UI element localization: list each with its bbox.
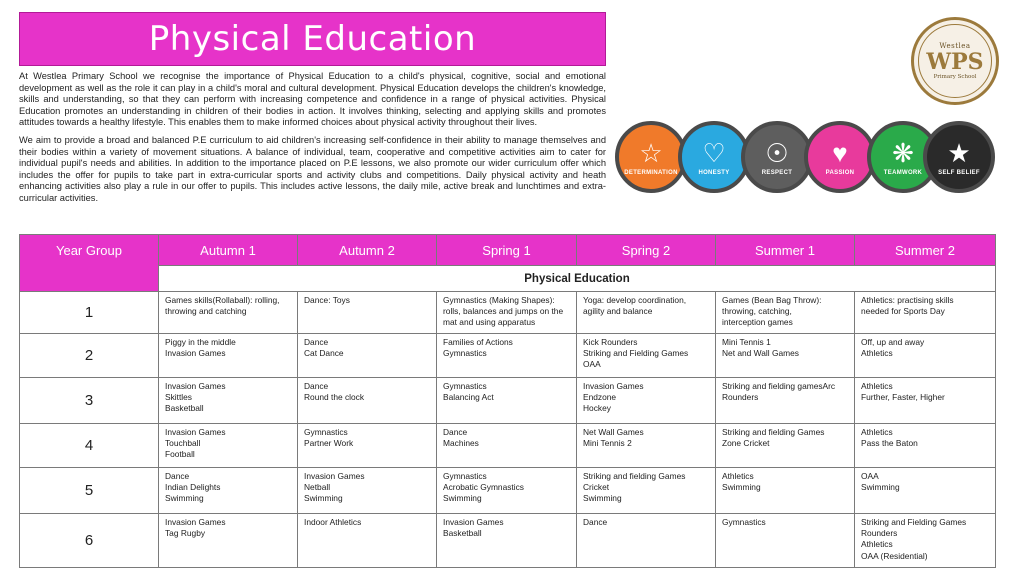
table-cell (159, 514, 298, 568)
table-header-row (20, 235, 996, 266)
activity-line: Striking and fielding gamesArc (722, 381, 836, 391)
activity-line: Zone Cricket (722, 438, 770, 449)
activity-line: Invasion Games (443, 517, 504, 527)
year-group-cell: 1 (20, 292, 159, 334)
activity-line: OAA (583, 359, 601, 370)
activity-line: Cricket (583, 482, 610, 493)
value-label: SELF BELIEF (938, 169, 980, 176)
activity-line: Striking and Fielding Games (583, 348, 689, 359)
value-badge-passion (804, 121, 876, 193)
activity-line: Invasion Games (165, 348, 226, 359)
school-values (615, 121, 995, 195)
activity-line: Netball (304, 482, 331, 493)
value-label: HONESTY (698, 169, 730, 176)
table-cell (298, 378, 437, 424)
value-label: DETERMINATION (624, 169, 678, 176)
table-cell (298, 424, 437, 468)
activity-line: Dance (304, 381, 329, 391)
year-group-cell: 4 (20, 424, 159, 468)
header-spring-1: Spring 1 (437, 235, 577, 266)
activity-line: Gymnastics (443, 471, 487, 481)
activity-line: needed for Sports Day (861, 306, 945, 317)
header-autumn-1: Autumn 1 (159, 235, 298, 266)
activity-line: Round the clock (304, 392, 365, 403)
table-cell (577, 378, 716, 424)
header-spring-2: Spring 2 (577, 235, 716, 266)
activity-line: Swimming (583, 493, 622, 504)
logo-emblem (918, 24, 992, 98)
activity-line: Indian Delights (165, 482, 221, 493)
activity-line: Gymnastics (443, 348, 487, 359)
activity-line: Gymnastics (Making Shapes): (443, 295, 555, 305)
activity-line: Athletics (861, 381, 893, 391)
activity-line: Gymnastics (722, 517, 766, 527)
year-group-cell: 6 (20, 514, 159, 568)
activity-line: OAA (Residential) (861, 550, 928, 561)
activity-line: Athletics (861, 427, 893, 437)
activity-line: Dance (304, 337, 329, 347)
school-logo (911, 17, 999, 105)
table-cell (716, 468, 855, 514)
table-subheading-row (20, 266, 996, 292)
table-cell (437, 292, 577, 334)
table-cell (298, 514, 437, 568)
value-badge-determination (615, 121, 687, 193)
hug-icon: ♡ (702, 137, 726, 168)
table-cell (437, 334, 577, 378)
table-cell (716, 514, 855, 568)
activity-line: OAA (861, 471, 879, 481)
table-cell (855, 292, 996, 334)
activity-line: Dance (583, 517, 608, 527)
cheer-person-icon: ★ (947, 137, 971, 168)
value-badge-respect (741, 121, 813, 193)
activity-line: Athletics (722, 471, 754, 481)
year-group-cell: 5 (20, 468, 159, 514)
curriculum-table (19, 234, 996, 568)
activity-line: Basketball (165, 403, 204, 414)
activity-line: Skittles (165, 392, 192, 403)
year-group-cell: 3 (20, 378, 159, 424)
logo-bottom-text: Primary School (933, 74, 977, 80)
header-summer-2: Summer 2 (855, 235, 996, 266)
activity-line: throwing and catching (165, 306, 247, 317)
table-cell (298, 292, 437, 334)
activity-line: Touchball (165, 438, 201, 449)
table-cell (298, 468, 437, 514)
table-cell (159, 378, 298, 424)
activity-line: Dance (443, 427, 468, 437)
table-cell (716, 334, 855, 378)
activity-line: mat and using apparatus (443, 317, 536, 328)
table-cell (437, 514, 577, 568)
activity-line: Indoor Athletics (304, 517, 362, 527)
activity-line: Games skills(Rollaball): rolling, (165, 295, 280, 305)
group-icon: ☉ (765, 137, 789, 168)
table-cell (855, 334, 996, 378)
value-label: PASSION (825, 169, 855, 176)
activity-line: Yoga: develop coordination, (583, 295, 687, 305)
header-year-group: Year Group (20, 235, 159, 292)
logo-main-text: WPS (926, 49, 984, 75)
value-badge-honesty (678, 121, 750, 193)
activity-line: Kick Rounders (583, 337, 638, 347)
activity-line: Net and Wall Games (722, 348, 799, 359)
activity-line: Further, Faster, Higher (861, 392, 945, 403)
activity-line: Mini Tennis 2 (583, 438, 632, 449)
value-badge-self-belief (923, 121, 995, 193)
activity-line: Football (165, 449, 195, 460)
header-summer-1: Summer 1 (716, 235, 855, 266)
activity-line: Mini Tennis 1 (722, 337, 771, 347)
table-cell (577, 468, 716, 514)
activity-line: Gymnastics (304, 427, 348, 437)
activity-line: Rounders (722, 392, 759, 403)
activity-line: Swimming (722, 482, 761, 493)
activity-line: Athletics (861, 539, 893, 550)
activity-line: Partner Work (304, 438, 354, 449)
activity-line: Acrobatic Gymnastics (443, 482, 524, 493)
table-row (20, 468, 996, 514)
table-cell (437, 424, 577, 468)
table-cell (159, 334, 298, 378)
table-cell (298, 334, 437, 378)
table-cell (159, 292, 298, 334)
activity-line: Dance (165, 471, 190, 481)
activity-line: Rounders (861, 528, 898, 539)
value-label: RESPECT (761, 169, 793, 176)
activity-line: Gymnastics (443, 381, 487, 391)
activity-line: Swimming (165, 493, 204, 504)
activity-line: Machines (443, 438, 479, 449)
table-cell (855, 514, 996, 568)
table-body (20, 292, 996, 568)
activity-line: Striking and Fielding Games (861, 517, 967, 527)
activity-line: Swimming (443, 493, 482, 504)
subheading-physical-education: Physical Education (159, 266, 996, 292)
activity-line: Invasion Games (304, 471, 365, 481)
table-cell (577, 334, 716, 378)
table-cell (577, 292, 716, 334)
activity-line: Pass the Baton (861, 438, 918, 449)
table-row (20, 334, 996, 378)
activity-line: Invasion Games (165, 381, 226, 391)
intro-text (19, 71, 606, 211)
intro-paragraph-1: At Westlea Primary School we recognise the importance of Physical Education to a child's physical, cognitive, social and emotional development as well as the role it can play in a child's moral and cultural development. Physical Education develops the children's knowledge, skills and understanding, so that they can perform with increasing competence and confidence in a range of physical activities. Physical Education promotes an understanding in children of their bodies in action. It involves thinking, selecting and applying skills and promotes attitudes towards a healthy lifestyle. This enables them to make informed choices about physical activity throughout their lives. (19, 71, 606, 128)
activity-line: Off, up and away (861, 337, 925, 347)
activity-line: rolls, balances and jumps on the (443, 306, 564, 317)
header-autumn-2: Autumn 2 (298, 235, 437, 266)
table-cell (716, 378, 855, 424)
activity-line: Hockey (583, 403, 611, 414)
table-cell (159, 424, 298, 468)
activity-line: Striking and fielding Games (583, 471, 686, 481)
table-cell (577, 424, 716, 468)
activity-line: Tag Rugby (165, 528, 206, 539)
activity-line: throwing, catching, (722, 306, 792, 317)
heart-person-icon: ♥ (832, 137, 848, 168)
year-group-cell: 2 (20, 334, 159, 378)
activity-line: Striking and fielding Games (722, 427, 825, 437)
activity-line: Endzone (583, 392, 617, 403)
table-cell (855, 424, 996, 468)
medal-person-icon: ☆ (639, 137, 663, 168)
value-label: TEAMWORK (883, 169, 923, 176)
table-row (20, 424, 996, 468)
logo-top-text: Westlea (939, 42, 971, 50)
table-cell (437, 378, 577, 424)
table-cell (855, 468, 996, 514)
activity-line: Invasion Games (165, 427, 226, 437)
activity-line: Athletics: practising skills (861, 295, 954, 305)
activity-line: Dance: Toys (304, 295, 350, 305)
table-cell (577, 514, 716, 568)
activity-line: Balancing Act (443, 392, 494, 403)
activity-line: Families of Actions (443, 337, 513, 347)
activity-line: Swimming (861, 482, 900, 493)
intro-paragraph-2: We aim to provide a broad and balanced P.E curriculum to aid children's increasing self-confidence in their ability to manage themselves and their bodies within a variety of movement situations. A balance of individual, team, cooperative and competitive activities aim to cater for individual pupil's needs and abilities. In addition to the importance placed on P.E lessons, we also promote our wider curriculum offer which includes the offer for pupils to take part in extra-curricular sports and activity clubs and competitions. Daily physical activity and heath enhancing activities also play a rule in our offer to pupils. This includes active lessons, the daily mile, active break and lunchtimes and extra-curricular activities. (19, 134, 606, 203)
title-banner (19, 12, 606, 66)
activity-line: Invasion Games (583, 381, 644, 391)
table-row (20, 378, 996, 424)
activity-line: Cat Dance (304, 348, 344, 359)
table-row (20, 292, 996, 334)
activity-line: Invasion Games (165, 517, 226, 527)
activity-line: agility and balance (583, 306, 653, 317)
table-row (20, 514, 996, 568)
activity-line: Net Wall Games (583, 427, 644, 437)
table-cell (716, 424, 855, 468)
table-cell (159, 468, 298, 514)
activity-line: Basketball (443, 528, 482, 539)
activity-line: Swimming (304, 493, 343, 504)
activity-line: Piggy in the middle (165, 337, 236, 347)
team-circle-icon: ❋ (892, 137, 914, 168)
table-cell (716, 292, 855, 334)
page-title: Physical Education (148, 19, 477, 59)
table-cell (437, 468, 577, 514)
activity-line: Athletics (861, 348, 893, 359)
table-cell (855, 378, 996, 424)
activity-line: interception games (722, 317, 793, 328)
activity-line: Games (Bean Bag Throw): (722, 295, 822, 305)
